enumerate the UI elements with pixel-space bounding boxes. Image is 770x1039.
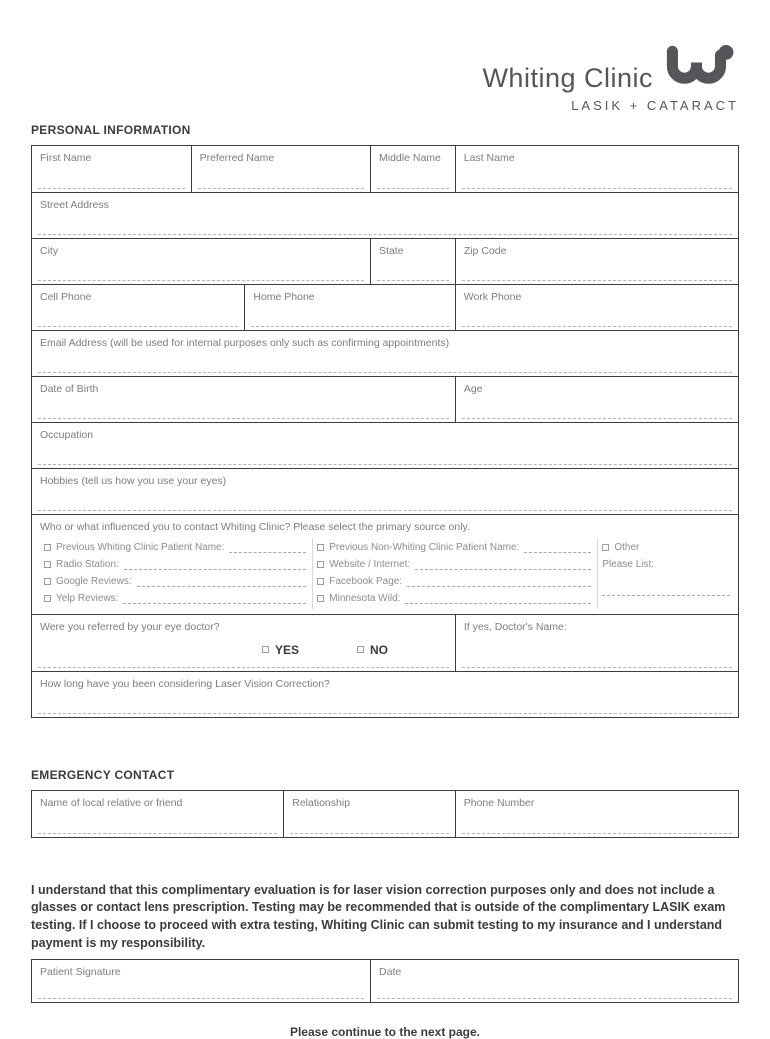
- opt-label: Google Reviews:: [56, 576, 132, 587]
- city-state-zip-row: [32, 238, 738, 284]
- opt-label: Other: [614, 542, 640, 553]
- logo-text: Whiting Clinic: [482, 63, 653, 93]
- opt-previous-non-whiting-patient[interactable]: [317, 539, 591, 556]
- page-content: [31, 0, 739, 1039]
- field-label: Work Phone: [463, 291, 522, 303]
- header: [31, 0, 739, 113]
- doctor-name-field[interactable]: [455, 615, 738, 671]
- influence-section: [32, 515, 738, 614]
- opt-facebook-page[interactable]: [317, 573, 591, 590]
- field-label: Date: [379, 965, 402, 978]
- cell-phone-field[interactable]: [32, 285, 244, 330]
- no-option[interactable]: [357, 643, 388, 657]
- opt-other[interactable]: [602, 539, 730, 556]
- opt-radio-station[interactable]: [44, 556, 306, 573]
- opt-label: Radio Station:: [56, 559, 119, 570]
- section-title-personal-information: PERSONAL INFORMATION: [31, 123, 191, 137]
- referral-question-cell: [32, 615, 455, 671]
- write-in-line[interactable]: [137, 576, 307, 587]
- checkbox-icon[interactable]: [44, 578, 51, 585]
- write-in-line[interactable]: [123, 593, 306, 604]
- last-name-field[interactable]: [455, 146, 738, 192]
- influence-col-1: [40, 538, 312, 609]
- referral-row: [32, 614, 738, 671]
- city-field[interactable]: [32, 239, 370, 284]
- write-in-line[interactable]: [405, 593, 591, 604]
- first-name-field[interactable]: [32, 146, 191, 192]
- emergency-name-field[interactable]: [32, 791, 283, 837]
- opt-google-reviews[interactable]: [44, 573, 306, 590]
- write-in-line[interactable]: [229, 542, 306, 553]
- write-in-line[interactable]: [124, 559, 306, 570]
- occupation-row: [32, 422, 738, 468]
- occupation-field[interactable]: [32, 423, 738, 468]
- field-label: Age: [463, 383, 483, 395]
- opt-website-internet[interactable]: [317, 556, 591, 573]
- email-field[interactable]: [32, 331, 738, 376]
- patient-signature-field[interactable]: [32, 960, 370, 1002]
- checkbox-icon[interactable]: [44, 544, 51, 551]
- signature-form: [31, 959, 739, 1003]
- work-phone-field[interactable]: [455, 285, 738, 330]
- opt-minnesota-wild[interactable]: [317, 590, 591, 607]
- street-address-field[interactable]: [32, 193, 738, 238]
- influence-col-other: [597, 538, 736, 609]
- hobbies-row: [32, 468, 738, 514]
- opt-label: Yelp Reviews:: [56, 593, 119, 604]
- please-list-label: Please List:: [602, 559, 655, 570]
- field-label: Home Phone: [253, 291, 315, 303]
- field-label: State: [379, 245, 404, 257]
- checkbox-icon[interactable]: [317, 561, 324, 568]
- field-label: Name of local relative or friend: [40, 796, 183, 809]
- logo: [482, 44, 739, 113]
- checkbox-icon[interactable]: [602, 544, 609, 551]
- checkbox-icon[interactable]: [317, 544, 324, 551]
- date-field[interactable]: [370, 960, 738, 1002]
- age-field[interactable]: [455, 377, 738, 422]
- write-in-line[interactable]: [524, 542, 591, 553]
- checkbox-icon[interactable]: [357, 646, 364, 653]
- yes-label: YES: [275, 642, 300, 657]
- opt-label: Minnesota Wild:: [329, 593, 401, 604]
- field-label: Middle Name: [379, 152, 441, 164]
- influence-row: [32, 514, 738, 614]
- field-label: Preferred Name: [199, 152, 275, 164]
- dob-age-row: [32, 376, 738, 422]
- considering-field[interactable]: [32, 672, 738, 717]
- field-label: Occupation: [40, 429, 94, 441]
- logo-top: [482, 44, 739, 94]
- write-in-line[interactable]: [407, 576, 591, 587]
- field-label: Zip Code: [463, 245, 507, 257]
- influence-question: Who or what influenced you to contact Whiting Clinic? Please select the primary source only.: [40, 521, 470, 533]
- checkbox-icon[interactable]: [317, 578, 324, 585]
- email-row: [32, 330, 738, 376]
- logo-tagline: LASIK + CATARACT: [571, 98, 739, 113]
- zip-code-field[interactable]: [455, 239, 738, 284]
- emergency-contact-row: [32, 791, 738, 837]
- opt-label: Facebook Page:: [329, 576, 403, 587]
- field-label: City: [40, 245, 59, 257]
- yes-option[interactable]: [262, 643, 299, 657]
- phones-row: [32, 284, 738, 330]
- yes-no-options: [40, 643, 447, 657]
- name-row: [32, 146, 738, 192]
- opt-label: Website / Internet:: [329, 559, 411, 570]
- write-in-line[interactable]: [415, 559, 591, 570]
- section-title-emergency-contact: EMERGENCY CONTACT: [31, 767, 175, 782]
- checkbox-icon[interactable]: [262, 646, 269, 653]
- write-in-line[interactable]: [602, 595, 730, 596]
- home-phone-field[interactable]: [244, 285, 454, 330]
- emergency-phone-field[interactable]: [455, 791, 738, 837]
- opt-previous-whiting-patient[interactable]: [44, 539, 306, 556]
- field-label: Hobbies (tell us how you use your eyes): [40, 475, 227, 487]
- field-label: Were you referred by your eye doctor?: [40, 621, 220, 633]
- signature-row: [32, 960, 738, 1002]
- considering-row: [32, 671, 738, 717]
- opt-yelp-reviews[interactable]: [44, 590, 306, 607]
- field-label: How long have you been considering Laser Vision Correction?: [40, 677, 330, 690]
- personal-information-form: [31, 145, 739, 718]
- checkbox-icon[interactable]: [44, 561, 51, 568]
- hobbies-field[interactable]: [32, 469, 738, 514]
- emergency-relationship-field[interactable]: [283, 791, 454, 837]
- field-label: Last Name: [463, 152, 515, 164]
- field-label: If yes, Doctor's Name:: [463, 621, 567, 633]
- footer-note: Please continue to the next page.: [289, 1024, 481, 1039]
- checkbox-icon[interactable]: [44, 595, 51, 602]
- field-label: Relationship: [292, 796, 351, 809]
- opt-label: Previous Whiting Clinic Patient Name:: [56, 542, 225, 553]
- field-label: Street Address: [40, 199, 109, 211]
- disclaimer-text: I understand that this complimentary evaluation is for laser vision correction purposes only and does not include a glasses or contact lens prescription. Testing may be recommended that is outside of the complimentary LASIK exam testing. If I choose to proceed with extra testing, Whiting Clinic can submit testing to my insurance and I understand payment is my responsibility.: [31, 882, 726, 950]
- field-label: Cell Phone: [40, 291, 92, 303]
- date-of-birth-field[interactable]: [32, 377, 455, 422]
- influence-col-2: [312, 538, 597, 609]
- field-label: Phone Number: [463, 796, 535, 809]
- no-label: NO: [370, 642, 389, 657]
- preferred-name-field[interactable]: [191, 146, 370, 192]
- checkbox-icon[interactable]: [317, 595, 324, 602]
- emergency-contact-form: [31, 790, 739, 838]
- field-label: First Name: [40, 152, 92, 164]
- street-address-row: [32, 192, 738, 238]
- opt-label: Previous Non-Whiting Clinic Patient Name:: [329, 542, 520, 553]
- middle-name-field[interactable]: [370, 146, 455, 192]
- field-label: Email Address (will be used for internal purposes only such as confirming appointments): [40, 337, 450, 349]
- field-label: Date of Birth: [40, 383, 99, 395]
- state-field[interactable]: [370, 239, 455, 284]
- field-label: Patient Signature: [40, 965, 121, 978]
- whiting-clinic-logo-icon: [665, 44, 739, 94]
- influence-options-grid: [40, 538, 736, 609]
